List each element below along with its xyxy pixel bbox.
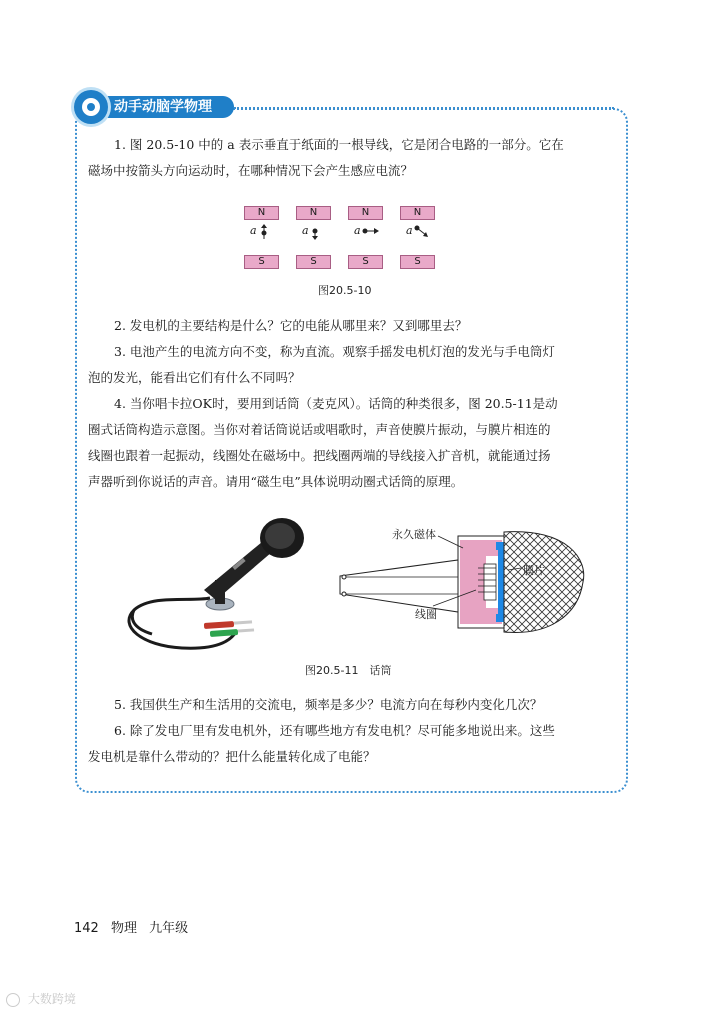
wire-label: a xyxy=(302,224,309,237)
label-coil: 线圈 xyxy=(415,608,437,621)
arrow-up-icon xyxy=(259,223,273,241)
south-pole: S xyxy=(244,255,279,269)
q1-line2: 磁场中按箭头方向运动时，在哪种情况下会产生感应电流？ xyxy=(88,163,414,178)
page-number: 142 xyxy=(74,921,99,936)
q1-line1: 1. 图 20.5-10 中的 a 表示垂直于纸面的一根导线，它是闭合电路的一部分。它在 xyxy=(114,137,564,152)
wire-label: a xyxy=(354,224,361,237)
south-pole: S xyxy=(348,255,383,269)
grade: 九年级 xyxy=(149,921,189,936)
wire-label: a xyxy=(406,224,413,237)
north-pole: N xyxy=(400,206,435,220)
label-diaphragm: 膜片 xyxy=(523,564,545,577)
section-title: 动手动脑学物理 xyxy=(96,96,234,118)
figure-caption: 图20.5-10 xyxy=(318,284,372,297)
south-pole: S xyxy=(296,255,331,269)
q4-line4: 声器听到你说话的声音。请用“磁生电”具体说明动圈式话筒的原理。 xyxy=(88,474,464,489)
q4-line2: 圈式话筒构造示意图。当你对着话筒说话或唱歌时，声音使膜片振动，与膜片相连的 xyxy=(88,422,551,437)
north-pole: N xyxy=(348,206,383,220)
figure-20-5-10 xyxy=(244,206,439,270)
q2-text: 2. 发电机的主要结构是什么？它的电能从哪里来？又到哪里去？ xyxy=(114,318,468,333)
watermark-text: 大数跨境 xyxy=(27,992,76,1006)
north-pole: N xyxy=(296,206,331,220)
q5-text: 5. 我国供生产和生活用的交流电，频率是多少？电流方向在每秒内变化几次？ xyxy=(114,697,543,712)
section-header xyxy=(74,90,634,126)
microphone-photo xyxy=(112,510,312,660)
q3-line1: 3. 电池产生的电流方向不变，称为直流。观察手摇发电机灯泡的发光与手电筒灯 xyxy=(114,344,555,359)
q4-line3: 线圈也跟着一起振动，线圈处在磁场中。把线圈两端的导线接入扩音机，就能通过扬 xyxy=(88,448,551,463)
south-pole: S xyxy=(400,255,435,269)
q6-line1: 6. 除了发电厂里有发电机外，还有哪些地方有发电机？尽可能多地说出来。这些 xyxy=(114,723,555,738)
q2-paragraph xyxy=(88,313,613,339)
q6-paragraph xyxy=(88,718,613,770)
wire-label: a xyxy=(250,224,257,237)
q3-line2: 泡的发光，能看出它们有什么不同吗？ xyxy=(88,370,301,385)
figure-caption: 图20.5-11 话筒 xyxy=(305,664,392,677)
page-footer xyxy=(74,917,196,936)
watermark xyxy=(6,990,76,1007)
label-permanent-magnet: 永久磁体 xyxy=(392,528,436,541)
arrow-down-icon xyxy=(310,223,324,241)
q3-paragraph xyxy=(88,339,613,391)
header-dotted-rule xyxy=(234,107,614,109)
q6-line2: 发电机是靠什么带动的？把什么能量转化成了电能？ xyxy=(88,749,376,764)
q4-paragraph xyxy=(88,391,613,495)
q4-line1: 4. 当你唱卡拉OK时，要用到话筒（麦克风）。话筒的种类很多，图 20.5-11是动 xyxy=(114,396,558,411)
arrow-diagonal-icon xyxy=(414,224,430,240)
microphone-diagram xyxy=(338,520,588,640)
q5-paragraph xyxy=(88,692,613,718)
north-pole: N xyxy=(244,206,279,220)
watermark-logo-icon xyxy=(6,993,20,1007)
target-icon xyxy=(74,90,108,124)
q1-paragraph xyxy=(88,132,613,184)
arrow-right-icon xyxy=(362,225,380,237)
subject: 物理 xyxy=(110,921,137,936)
